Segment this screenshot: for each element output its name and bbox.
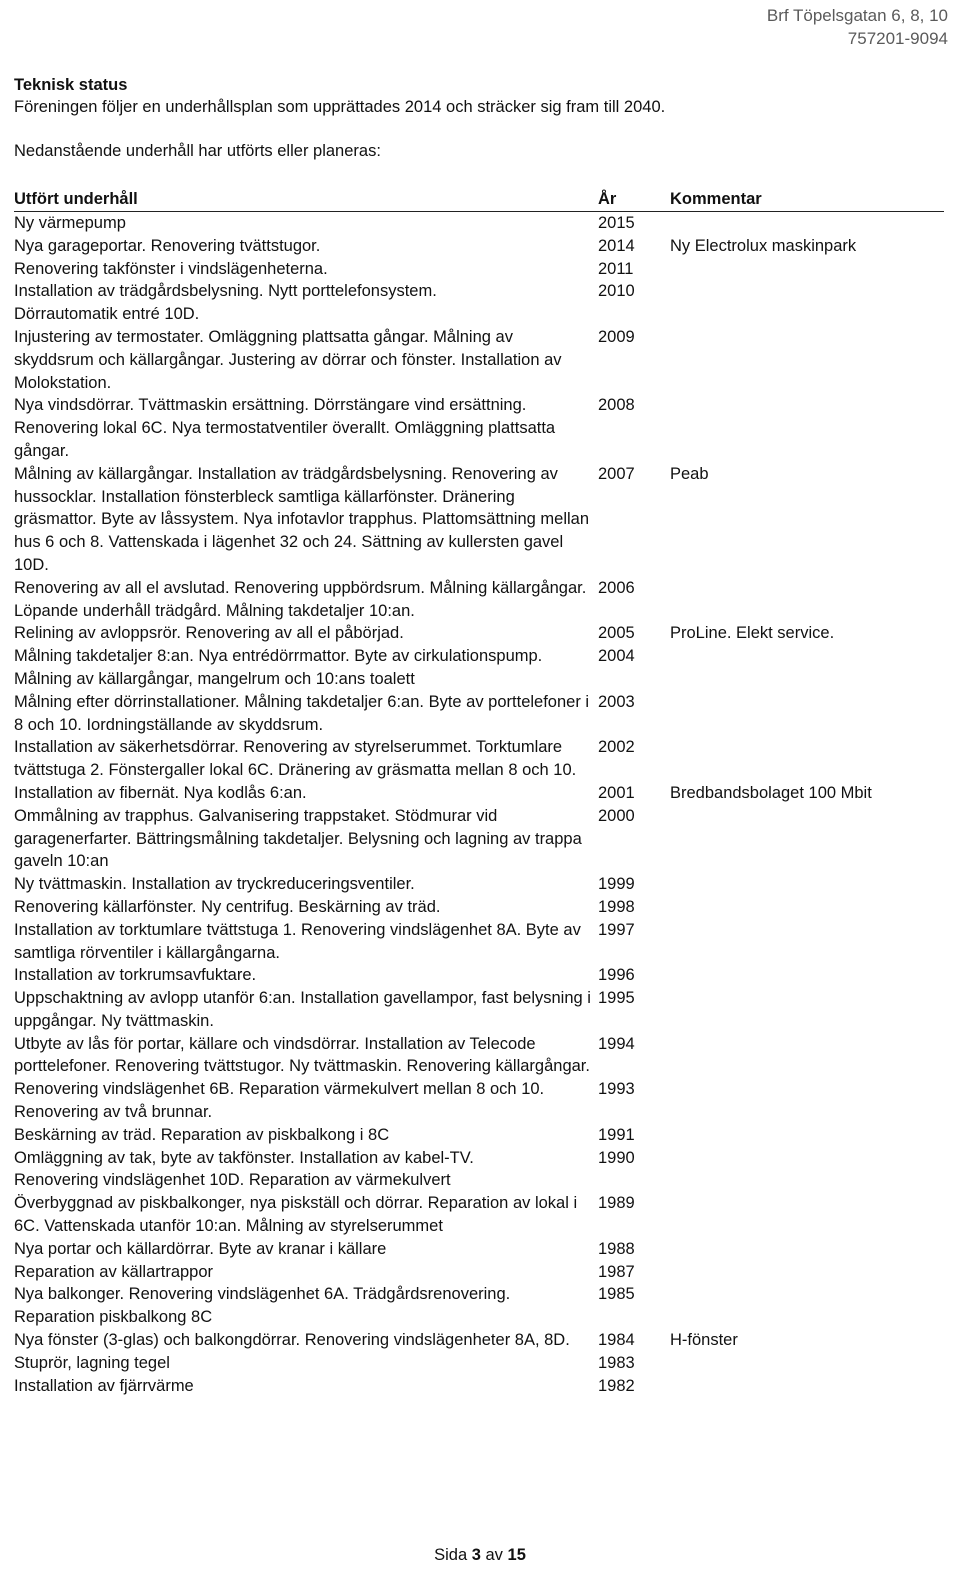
row-description: Renovering vindslägenhet 10D. Reparation av värmekulvert	[14, 1171, 451, 1190]
row-comment: Peab	[670, 464, 709, 483]
header-comment: Kommentar	[670, 190, 762, 208]
header-description: Utfört underhåll	[14, 190, 138, 208]
row-description: Installation av trädgårdsbelysning. Nytt porttelefonsystem.	[14, 282, 437, 301]
row-year: 1989	[598, 1194, 635, 1213]
page-footer	[0, 1546, 960, 1565]
table-row	[14, 873, 944, 896]
table-row	[14, 1147, 944, 1170]
row-year: 1984	[598, 1331, 635, 1350]
table-row	[14, 1033, 944, 1079]
intro-section	[14, 74, 944, 162]
table-row	[14, 1352, 944, 1375]
table-row	[14, 1329, 944, 1352]
row-description: Renovering källarfönster. Ny centrifug. Beskärning av träd.	[14, 897, 441, 916]
row-description: Utbyte av lås för portar, källare och vindsdörrar. Installation av Telecode porttelefoner. Renovering tvättstugor. Ny tvättmaskin. Renovering källargångar.	[14, 1034, 590, 1076]
row-comment	[670, 1352, 944, 1375]
row-year: 2010	[598, 282, 635, 301]
row-comment	[670, 1124, 944, 1147]
row-description: Nya fönster (3-glas) och balkongdörrar. Renovering vindslägenheter 8A, 8D.	[14, 1331, 570, 1350]
row-year: 1998	[598, 897, 635, 916]
row-description: Installation av säkerhetsdörrar. Renovering av styrelserummet. Torktumlare tvättstuga 2. Fönstergaller lokal 6C. Dränering av gräsmatta mellan 8 och 10.	[14, 738, 577, 780]
row-description: Reparation av källartrappor	[14, 1262, 214, 1281]
row-comment	[670, 987, 944, 1033]
row-description: Installation av fibernät. Nya kodlås 6:an.	[14, 783, 307, 802]
row-year: 2003	[598, 692, 635, 711]
table-row	[14, 235, 944, 258]
table-row	[14, 645, 944, 691]
row-description: Beskärning av träd. Reparation av piskbalkong i 8C	[14, 1125, 390, 1144]
table-row	[14, 1169, 944, 1192]
row-description: Renovering vindslägenhet 6B. Reparation värmekulvert mellan 8 och 10. Renovering av två brunnar.	[14, 1080, 545, 1122]
of-word: av	[485, 1546, 503, 1564]
row-year: 1997	[598, 920, 635, 939]
row-description: Installation av torkrumsavfuktare.	[14, 966, 257, 985]
row-description: Ny värmepump	[14, 214, 126, 232]
org-name: Brf Töpelsgatan 6, 8, 10	[766, 6, 948, 25]
table-row	[14, 1078, 944, 1124]
page-current: 3	[471, 1546, 481, 1564]
table-row	[14, 212, 944, 235]
row-description: Stuprör, lagning tegel	[14, 1353, 170, 1372]
row-year: 2014	[598, 236, 635, 255]
row-comment	[670, 1147, 944, 1170]
header-year: År	[598, 190, 617, 208]
table-row	[14, 463, 944, 577]
row-comment: H-fönster	[670, 1331, 738, 1350]
row-comment	[670, 919, 944, 965]
table-row	[14, 919, 944, 965]
row-comment	[670, 964, 944, 987]
row-comment	[670, 1261, 944, 1284]
row-comment	[670, 873, 944, 896]
row-description: Nya balkonger. Renovering vindslägenhet 6A. Trädgårdsrenovering. Reparation piskbalkong 8C	[14, 1285, 511, 1327]
table-row	[14, 1261, 944, 1284]
row-comment: Bredbandsbolaget 100 Mbit	[670, 783, 872, 802]
row-comment	[670, 1169, 944, 1192]
table-row	[14, 303, 944, 326]
row-comment	[670, 280, 944, 303]
row-comment	[670, 691, 944, 737]
row-description: Injustering av termostater. Omläggning plattsatta gångar. Målning av skyddsrum och källargångar. Justering av dörrar och fönster. Installation av Molokstation.	[14, 327, 562, 392]
row-description: Installation av fjärrvärme	[14, 1376, 194, 1395]
row-comment	[670, 326, 944, 394]
row-year: 1982	[598, 1376, 635, 1395]
row-comment	[670, 303, 944, 326]
row-comment	[670, 736, 944, 782]
row-year: 1985	[598, 1285, 635, 1304]
row-comment	[670, 645, 944, 691]
row-description: Nya portar och källardörrar. Byte av kranar i källare	[14, 1239, 387, 1258]
row-year	[598, 1169, 670, 1192]
row-year: 2009	[598, 327, 635, 346]
table-row	[14, 622, 944, 645]
row-year: 1983	[598, 1353, 635, 1372]
table-row	[14, 1192, 944, 1238]
row-comment	[670, 1192, 944, 1238]
row-description: Nya vindsdörrar. Tvättmaskin ersättning. Dörrstängare vind ersättning. Renovering lokal 6C. Nya termostatventiler överallt. Omläggning plattsatta gångar.	[14, 396, 556, 460]
table-row	[14, 691, 944, 737]
table-row	[14, 805, 944, 873]
page-header	[767, 4, 948, 50]
row-comment	[670, 1078, 944, 1124]
table-row	[14, 736, 944, 782]
table-row	[14, 1124, 944, 1147]
table-row	[14, 964, 944, 987]
row-description: Målning efter dörrinstallationer. Målning takdetaljer 6:an. Byte av porttelefoner i 8 och 10. Iordningställande av skyddsrum.	[14, 692, 590, 734]
row-year: 1988	[598, 1239, 635, 1258]
table-row	[14, 987, 944, 1033]
table-row	[14, 577, 944, 623]
row-comment	[670, 577, 944, 623]
row-description: Överbyggnad av piskbalkonger, nya piskställ och dörrar. Reparation av lokal i 6C. Vattenskada utanför 10:an. Målning av styrelserummet	[14, 1194, 578, 1236]
table-row	[14, 896, 944, 919]
table-row	[14, 782, 944, 805]
row-comment: ProLine. Elekt service.	[670, 624, 835, 643]
row-year: 1994	[598, 1034, 635, 1053]
table-row	[14, 280, 944, 303]
row-year: 1996	[598, 966, 635, 985]
row-description: Målning takdetaljer 8:an. Nya entrédörrmattor. Byte av cirkulationspump. Målning av källargångar, mangelrum och 10:ans toalett	[14, 647, 543, 688]
table-header	[14, 187, 944, 212]
row-year: 2015	[598, 214, 635, 232]
table-body	[14, 212, 944, 1397]
org-number: 757201-9094	[847, 29, 948, 48]
table-row	[14, 1238, 944, 1261]
page-total: 15	[507, 1546, 526, 1564]
table-row	[14, 258, 944, 281]
row-description: Installation av torktumlare tvättstuga 1. Renovering vindslägenhet 8A. Byte av samtliga rörventiler i källargångarna.	[14, 920, 581, 962]
row-description: Renovering av all el avslutad. Renovering uppbördsrum. Målning källargångar. Löpande underhåll trädgård. Målning takdetaljer 10:an.	[14, 578, 587, 620]
intro-note: Nedanstående underhåll har utförts eller planeras:	[14, 142, 381, 160]
row-year: 2000	[598, 806, 635, 825]
row-year: 2008	[598, 396, 635, 415]
row-description: Målning av källargångar. Installation av trädgårdsbelysning. Renovering av hussocklar. Installation fönsterbleck samtliga källarfönster. Dränering gräsmattor. Byte av låssystem. Nya infotavlor trapphus. Plattomsättning mellan hus 6 och 8. Vattenskada i lägenhet 32 och 24. Sättning av kullersten gavel 10D.	[14, 464, 590, 574]
row-comment	[670, 1375, 944, 1398]
row-description: Relining av avloppsrör. Renovering av all el påbörjad.	[14, 624, 404, 643]
row-comment: Ny Electrolux maskinpark	[670, 236, 857, 255]
table-row	[14, 1375, 944, 1398]
table-row	[14, 394, 944, 462]
row-year: 2004	[598, 647, 635, 666]
row-comment	[670, 805, 944, 873]
row-year: 1991	[598, 1125, 635, 1144]
row-year: 1995	[598, 989, 635, 1008]
row-comment	[670, 394, 944, 462]
row-year: 2011	[598, 259, 634, 278]
row-year: 1999	[598, 875, 635, 894]
table-row	[14, 326, 944, 394]
row-comment	[670, 1283, 944, 1329]
row-description: Omläggning av tak, byte av takfönster. Installation av kabel-TV.	[14, 1148, 474, 1167]
row-comment	[670, 1033, 944, 1079]
row-comment	[670, 1238, 944, 1261]
table-row	[14, 1283, 944, 1329]
row-year: 1993	[598, 1080, 635, 1099]
row-description: Uppschaktning av avlopp utanför 6:an. Installation gavellampor, fast belysning i uppgångar. Ny tvättmaskin.	[14, 989, 591, 1030]
row-year: 1990	[598, 1148, 635, 1167]
row-comment	[670, 212, 944, 235]
row-comment	[670, 896, 944, 919]
row-year: 2006	[598, 578, 635, 597]
row-comment	[670, 258, 944, 281]
row-description: Renovering takfönster i vindslägenheterna.	[14, 259, 328, 278]
page-word: Sida	[434, 1546, 468, 1564]
row-year	[598, 303, 670, 326]
row-description: Dörrautomatik entré 10D.	[14, 305, 200, 324]
row-year: 2002	[598, 738, 635, 757]
row-year: 2007	[598, 464, 635, 483]
row-year: 2001	[598, 783, 635, 802]
row-description: Ommålning av trapphus. Galvanisering trappstaket. Stödmurar vid garagenerfarter. Bättringsmålning takdetaljer. Belysning och lagning av trappa gaveln 10:an	[14, 806, 582, 871]
section-title: Teknisk status	[14, 76, 128, 94]
row-description: Nya garageportar. Renovering tvättstugor.	[14, 236, 321, 255]
intro-text: Föreningen följer en underhållsplan som upprättades 2014 och sträcker sig fram till 2040.	[14, 98, 666, 116]
row-description: Ny tvättmaskin. Installation av tryckreduceringsventiler.	[14, 875, 415, 894]
maintenance-table	[14, 187, 944, 1397]
row-year: 1987	[598, 1262, 635, 1281]
row-year: 2005	[598, 624, 635, 643]
